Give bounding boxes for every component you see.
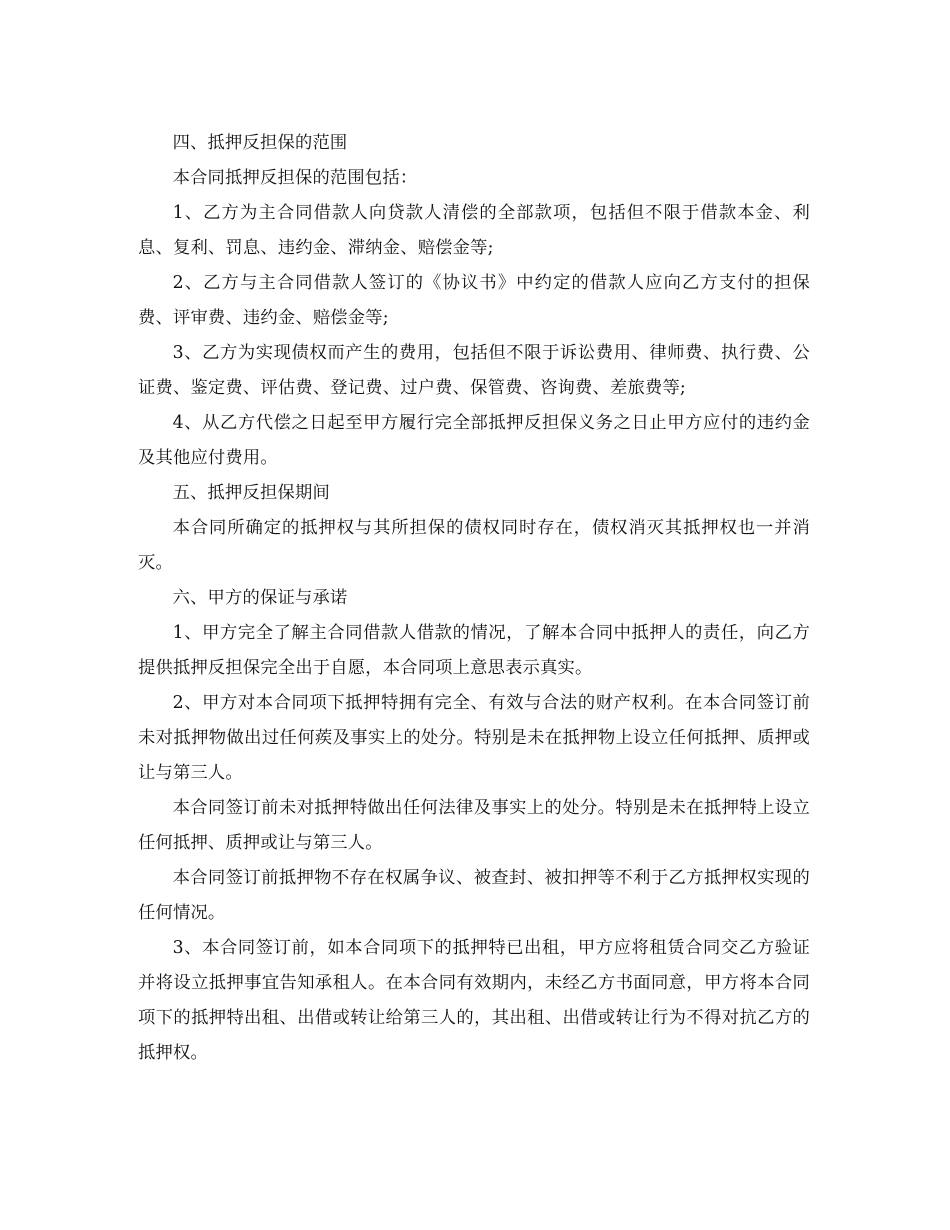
clause-item-2: 2、乙方与主合同借款人签订的《协议书》中约定的借款人应向乙方支付的担保费、评审费、违约金、赔偿金等; — [138, 273, 810, 328]
clause-item-3: 3、乙方为实现债权而产生的费用，包括但不限于诉讼费用、律师费、执行费、公证费、鉴定费、评估费、登记费、过户费、保管费、咨询费、差旅费等; — [138, 343, 810, 398]
section-heading-4: 四、抵押反担保的范围 — [172, 133, 348, 153]
document-body — [138, 126, 810, 1071]
paragraph: 本合同签订前未对抵押特做出任何法律及事实上的处分。特别是未在抵押特上设立任何抵押、质押或让与第三人。 — [138, 798, 810, 853]
section-heading-5: 五、抵押反担保期间 — [172, 483, 330, 503]
clause-item-4: 4、从乙方代偿之日起至甲方履行完全部抵押反担保义务之日止甲方应付的违约金及其他应付费用。 — [138, 413, 810, 468]
paragraph: 本合同签订前抵押物不存在权属争议、被查封、被扣押等不利于乙方抵押权实现的任何情况。 — [138, 868, 810, 923]
section-heading-6: 六、甲方的保证与承诺 — [172, 588, 348, 608]
clause-item-1: 1、乙方为主合同借款人向贷款人清偿的全部款项，包括但不限于借款本金、利息、复利、罚息、违约金、滞纳金、赔偿金等; — [138, 203, 810, 258]
paragraph: 本合同抵押反担保的范围包括： — [172, 168, 418, 188]
paragraph: 本合同所确定的抵押权与其所担保的债权同时存在，债权消灭其抵押权也一并消灭。 — [138, 518, 810, 573]
clause-item-1: 1、甲方完全了解主合同借款人借款的情况，了解本合同中抵押人的责任，向乙方提供抵押反担保完全出于自愿，本合同项上意思表示真实。 — [138, 623, 810, 678]
clause-item-2: 2、甲方对本合同项下抵押特拥有完全、有效与合法的财产权利。在本合同签订前未对抵押物做出过任何蒺及事实上的处分。特别是未在抵押物上设立任何抵押、质押或让与第三人。 — [138, 693, 810, 783]
clause-item-3: 3、本合同签订前，如本合同项下的抵押特已出租，甲方应将租赁合同交乙方验证并将设立抵押事宜告知承租人。在本合同有效期内，未经乙方书面同意，甲方将本合同项下的抵押特出租、出借或转让给第三人的，其出租、出借或转让行为不得对抗乙方的抵押权。 — [138, 938, 810, 1063]
